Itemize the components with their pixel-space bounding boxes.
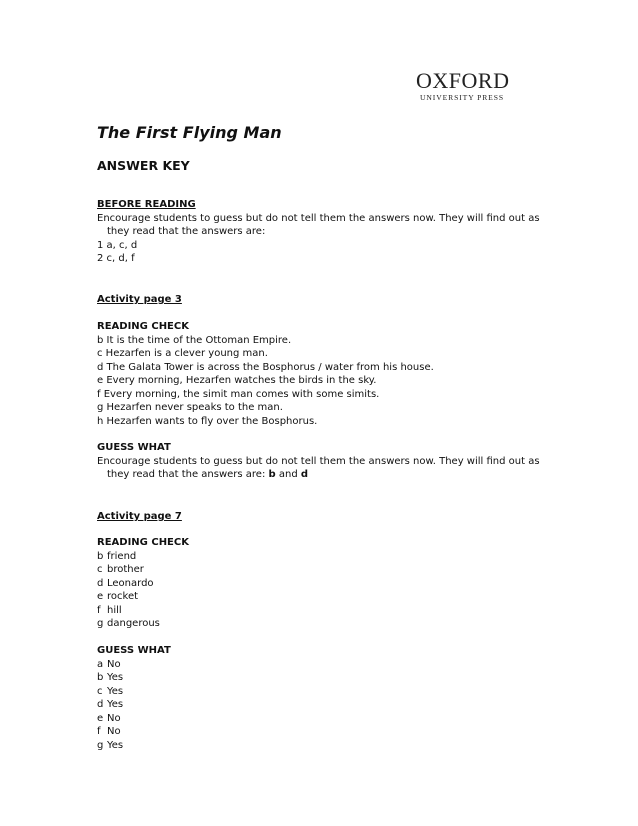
- reading-check-item: g Hezarfen never speaks to the man.: [97, 402, 283, 413]
- reading-check-item: c Hezarfen is a clever young man.: [97, 348, 268, 359]
- item-text: Yes: [107, 685, 124, 697]
- activity-page-3-heading: Activity page 3: [97, 294, 182, 305]
- activity-page-7-heading: Activity page 7: [97, 511, 182, 522]
- item-text: Yes: [107, 739, 124, 751]
- reading-check-heading: READING CHECK: [97, 321, 189, 332]
- logo-main-text: OXFORD: [416, 68, 510, 93]
- item-letter: c: [97, 685, 103, 697]
- activity-page-3-heading-block: [97, 293, 557, 307]
- reading-check-item: h Hezarfen wants to fly over the Bosphorus.: [97, 415, 318, 427]
- guess-what-item: [97, 739, 557, 753]
- oxford-logo: [416, 70, 508, 103]
- item-letter: g: [97, 618, 104, 629]
- item-letter: f: [97, 726, 101, 737]
- reading-check-item: [97, 577, 557, 591]
- item-letter: g: [97, 739, 104, 751]
- item-text: No: [107, 712, 121, 724]
- item-text: Yes: [107, 699, 124, 710]
- item-text: rocket: [107, 591, 139, 602]
- before-reading-heading: BEFORE READING: [97, 199, 196, 210]
- guess-what-instruction-text: Encourage students to guess but do not tell them the answers now. They will find out as they read that the answers are:: [97, 455, 540, 480]
- before-reading-instruction: Encourage students to guess but do not tell them the answers now. They will find out as they read that the answers are:: [97, 212, 540, 237]
- item-letter: e: [97, 591, 104, 602]
- guess-what-heading: GUESS WHAT: [97, 442, 171, 453]
- item-letter: f: [97, 604, 101, 616]
- activity-page-7-heading-block: [97, 510, 557, 524]
- guess-what-answer: b: [268, 469, 276, 480]
- reading-check-item: b It is the time of the Ottoman Empire.: [97, 334, 292, 346]
- guess-what-answer: d: [300, 469, 309, 480]
- item-letter: a: [97, 658, 104, 670]
- document-subtitle: ANSWER KEY: [97, 158, 190, 173]
- guess-what-instruction: [97, 455, 557, 482]
- document-title: The First Flying Man: [97, 123, 282, 142]
- item-text: dangerous: [107, 618, 160, 629]
- reading-check-item: [97, 590, 557, 604]
- reading-check-item: f Every morning, the simit man comes with some simits.: [97, 388, 380, 400]
- item-letter: c: [97, 564, 103, 575]
- guess-what-item: [97, 658, 557, 672]
- activity7-guess-what-section: [97, 644, 557, 752]
- item-letter: b: [97, 550, 104, 562]
- activity3-reading-check-section: [97, 320, 557, 428]
- logo-sub-text: UNIVERSITY PRESS: [420, 93, 504, 102]
- guess-what-item: [97, 671, 557, 685]
- guess-what-item: [97, 725, 557, 739]
- reading-check-item: e Every morning, Hezarfen watches the birds in the sky.: [97, 375, 377, 386]
- item-text: hill: [107, 604, 122, 616]
- guess-what-heading: GUESS WHAT: [97, 645, 171, 656]
- reading-check-item: [97, 604, 557, 618]
- reading-check-item: [97, 563, 557, 577]
- guess-what-conjunction: and: [275, 469, 301, 480]
- item-text: No: [107, 726, 121, 737]
- guess-what-item: [97, 712, 557, 726]
- item-text: brother: [107, 564, 144, 575]
- reading-check-item: [97, 550, 557, 564]
- reading-check-item: d The Galata Tower is across the Bosphorus / water from his house.: [97, 361, 434, 373]
- guess-what-item: [97, 698, 557, 712]
- before-reading-answer: 2 c, d, f: [97, 253, 135, 264]
- before-reading-answer: 1 a, c, d: [97, 239, 138, 251]
- item-text: Yes: [107, 672, 124, 683]
- reading-check-item: [97, 617, 557, 631]
- reading-check-heading: READING CHECK: [97, 537, 189, 548]
- item-letter: b: [97, 672, 104, 683]
- guess-what-item: [97, 685, 557, 699]
- item-letter: e: [97, 712, 104, 724]
- item-text: No: [107, 658, 121, 670]
- item-letter: d: [97, 577, 104, 589]
- before-reading-section: [97, 198, 557, 266]
- activity3-guess-what-section: [97, 441, 557, 482]
- item-text: friend: [107, 550, 137, 562]
- item-text: Leonardo: [107, 577, 154, 589]
- item-letter: d: [97, 699, 104, 710]
- activity7-reading-check-section: [97, 536, 557, 631]
